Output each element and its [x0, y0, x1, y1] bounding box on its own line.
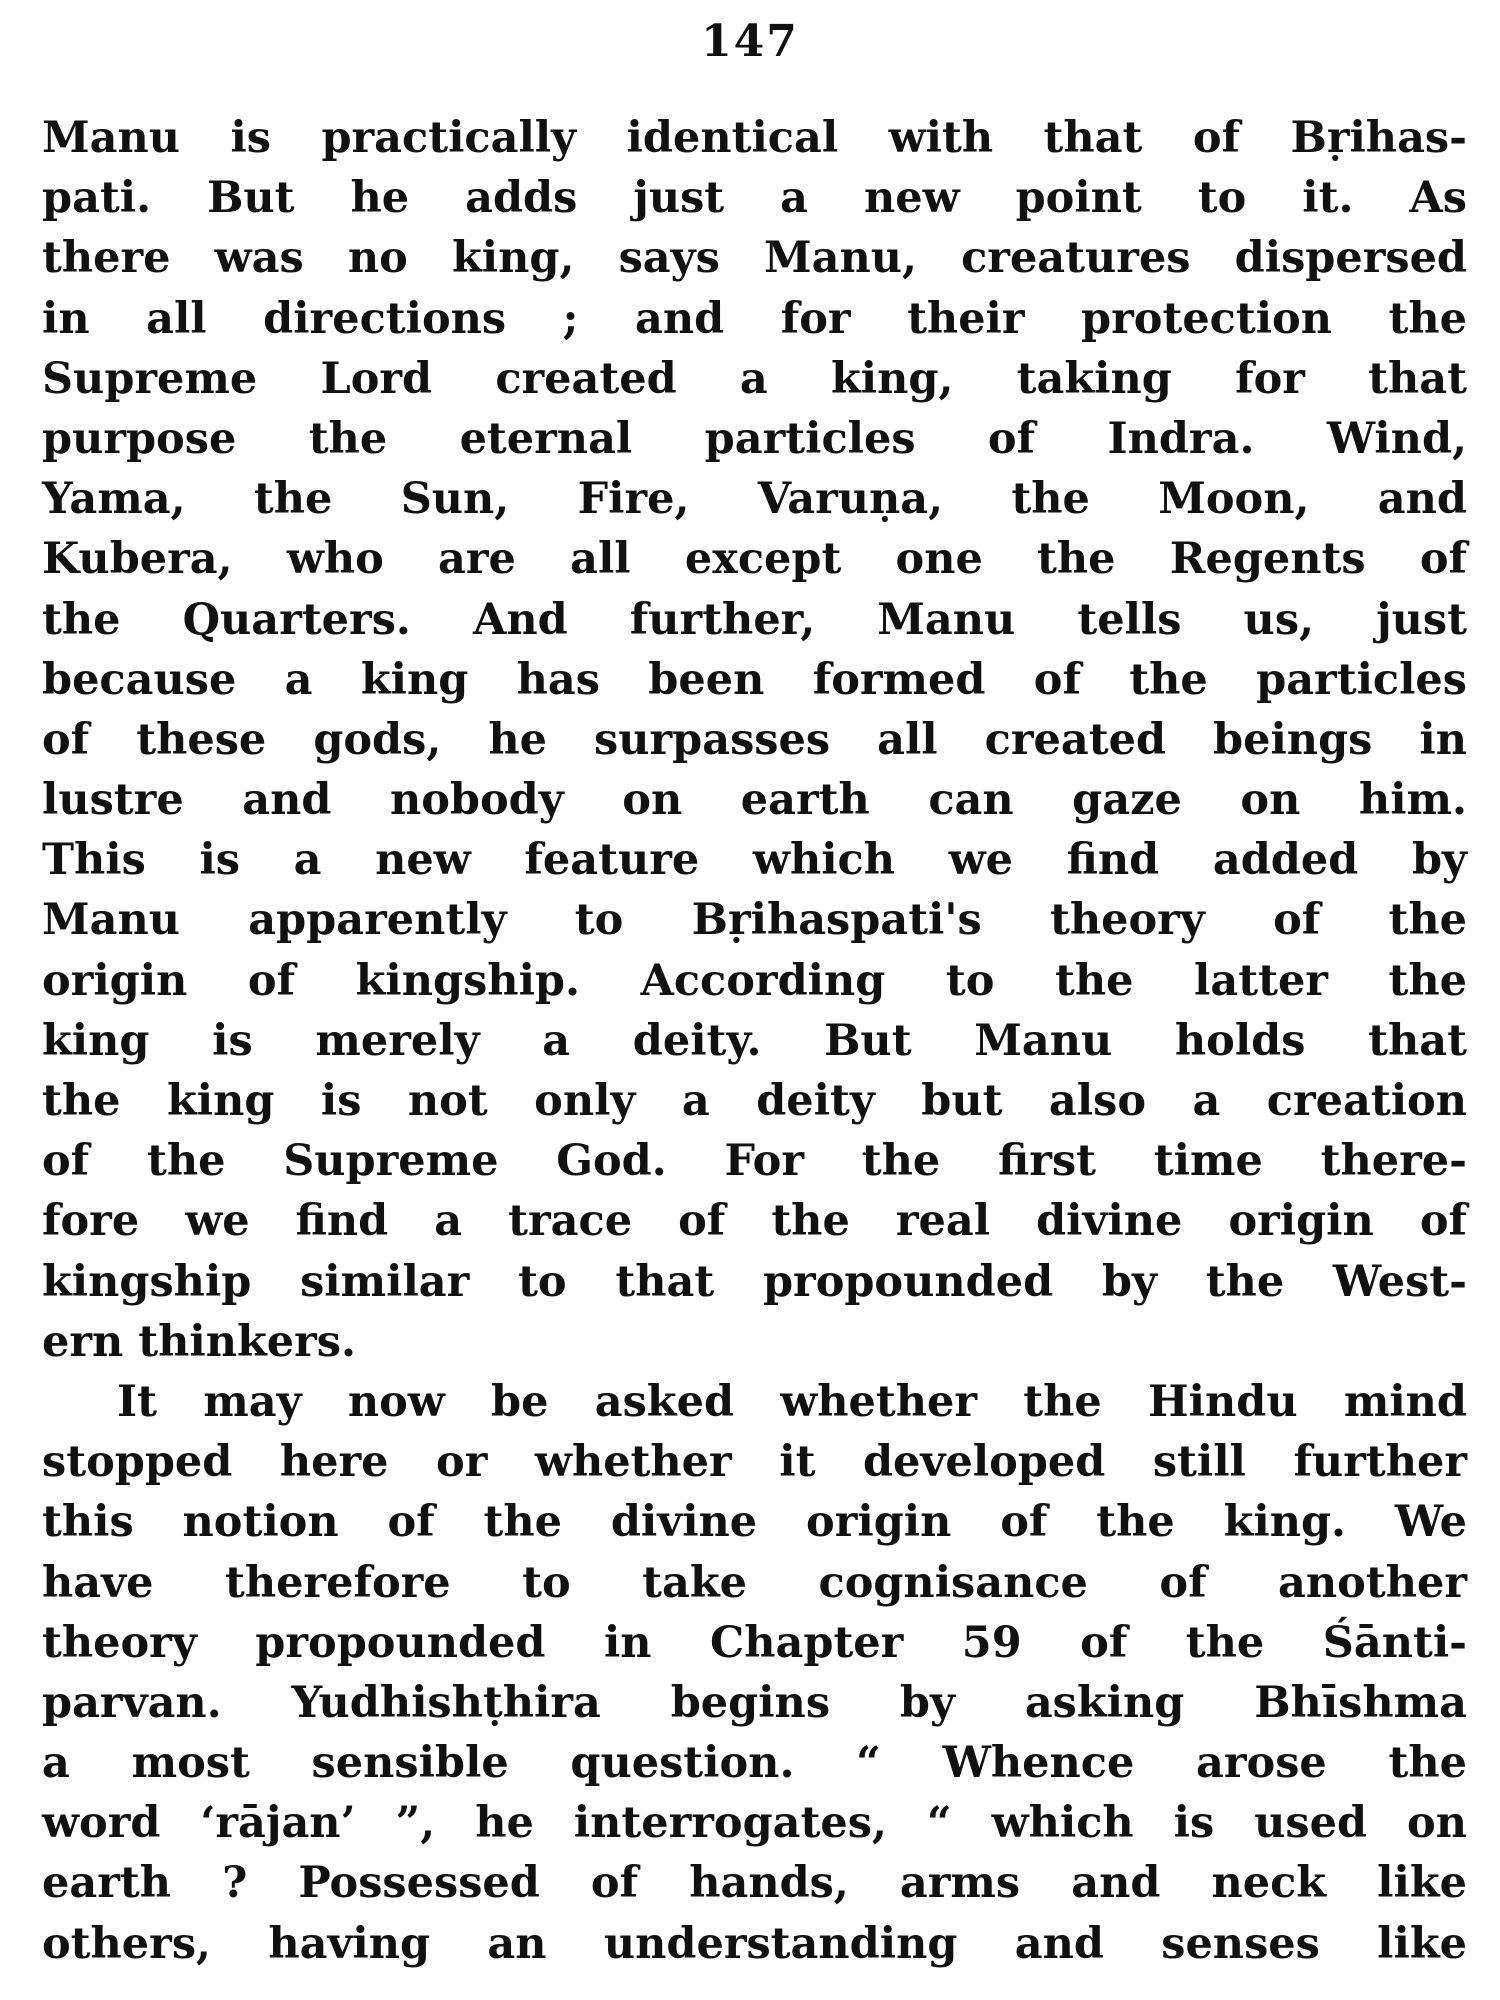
text-line: lustre and nobody on earth can gaze on him.: [42, 775, 1467, 826]
text-line: stopped here or whether it developed still further: [42, 1437, 1467, 1488]
text-line: a most sensible question. “ Whence arose the: [42, 1738, 1467, 1789]
text-line: word ‘rājan’ ”, he interrogates, “ which is used on: [42, 1798, 1467, 1849]
text-line: Yama, the Sun, Fire, Varuṇa, the Moon, and: [42, 474, 1467, 525]
text-line: in all directions ; and for their protection the: [42, 293, 1467, 344]
text-line: have therefore to take cognisance of another: [42, 1557, 1467, 1608]
text-line: pati. But he adds just a new point to it. As: [42, 173, 1467, 224]
text-line: there was no king, says Manu, creatures dispersed: [42, 233, 1467, 284]
paragraph-start-line: It may now be asked whether the Hindu mind: [117, 1376, 1467, 1427]
text-line: of the Supreme God. For the first time there-: [42, 1136, 1467, 1187]
text-line: theory propounded in Chapter 59 of the Śānti-: [42, 1617, 1467, 1668]
text-line: the king is not only a deity but also a creation: [42, 1076, 1467, 1126]
text-line: Supreme Lord created a king, taking for that: [42, 353, 1467, 404]
text-line: origin of kingship. According to the latter the: [42, 955, 1467, 1006]
text-line: purpose the eternal particles of Indra. Wind,: [42, 413, 1467, 464]
text-line: This is a new feature which we find added by: [42, 835, 1467, 886]
text-line: king is merely a deity. But Manu holds that: [42, 1015, 1467, 1066]
text-line: Kubera, who are all except one the Regents of: [42, 534, 1467, 585]
body-text: [42, 108, 1467, 1974]
text-line: parvan. Yudhishṭhira begins by asking Bhīshma: [42, 1677, 1467, 1728]
page-number: 147: [701, 16, 799, 67]
text-line: fore we find a trace of the real divine origin of: [42, 1196, 1467, 1247]
text-line: because a king has been formed of the particles: [42, 654, 1467, 705]
text-line: of these gods, he surpasses all created beings in: [42, 714, 1467, 765]
text-line: the Quarters. And further, Manu tells us, just: [42, 594, 1467, 645]
text-line: earth ? Possessed of hands, arms and neck like: [42, 1858, 1467, 1909]
text-line: Manu is practically identical with that of Bṛihas-: [42, 113, 1467, 163]
text-line: others, having an understanding and senses like: [42, 1918, 1467, 1969]
text-line: this notion of the divine origin of the king. We: [42, 1497, 1467, 1548]
text-line: Manu apparently to Bṛihaspati's theory of the: [42, 895, 1467, 946]
paragraph-end-line: ern thinkers.: [42, 1316, 356, 1367]
text-line: kingship similar to that propounded by the West-: [42, 1256, 1467, 1307]
